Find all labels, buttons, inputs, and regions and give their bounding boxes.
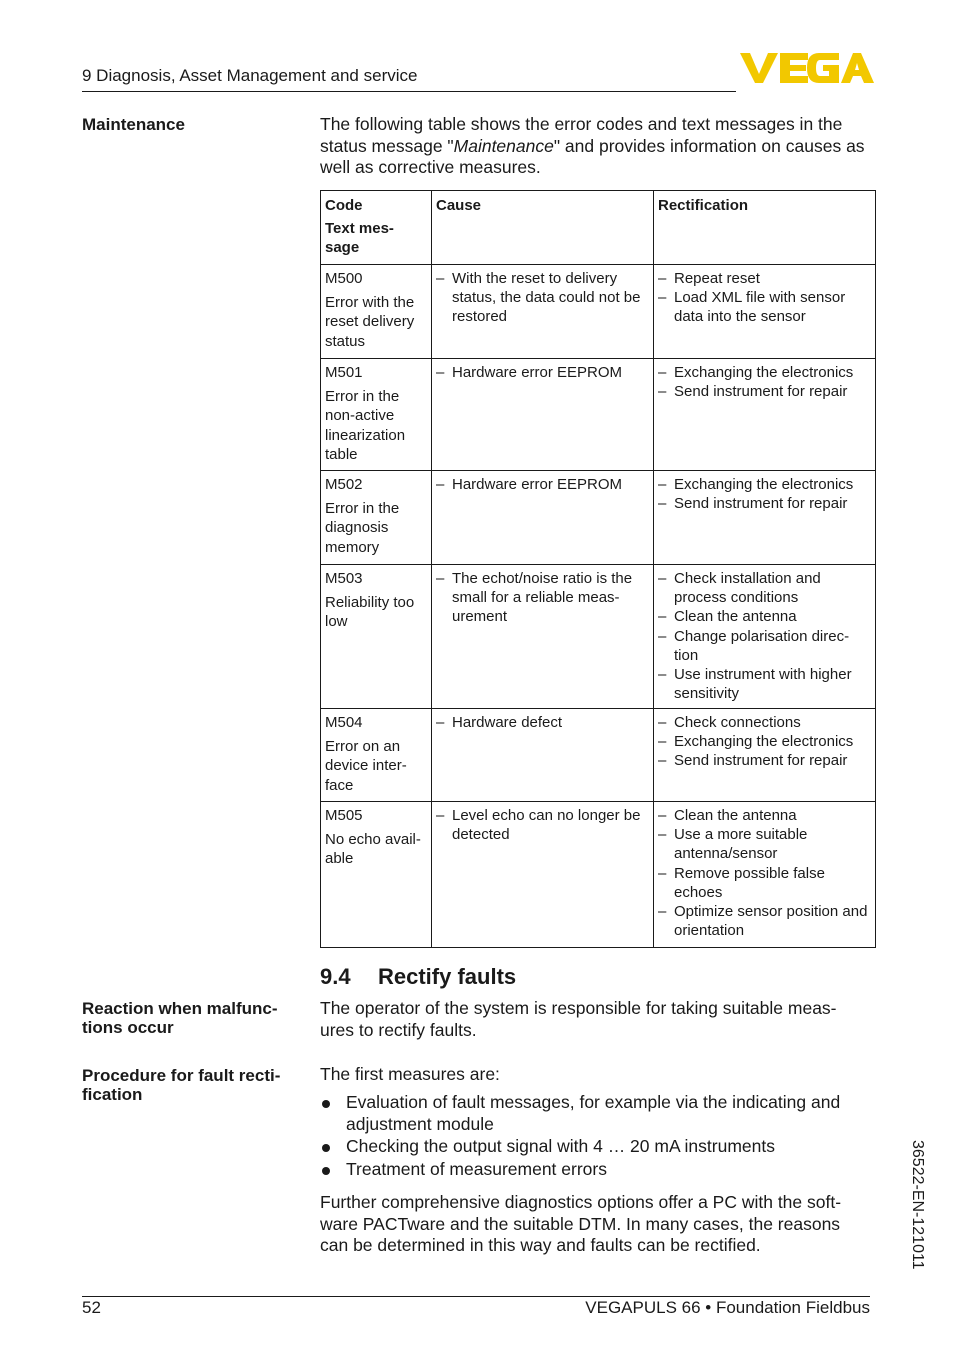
table-row — [321, 265, 876, 359]
error-code: M502 — [325, 476, 363, 493]
rectification-item: – Remove possible false echoes — [658, 864, 871, 902]
reaction-label: Reaction when malfunc-tions occur — [82, 999, 278, 1037]
cause-item: – Hardware defect — [436, 713, 649, 732]
rectification-item: – Optimize sensor position and orientation — [658, 902, 871, 940]
header-rectification: Rectification — [654, 191, 876, 265]
rectification-cell — [654, 709, 876, 802]
error-code: M500 — [325, 270, 363, 287]
page-number: 52 — [82, 1298, 101, 1317]
list-item: Checking the output signal with 4 … 20 mA instruments — [320, 1136, 865, 1158]
cause-cell — [432, 565, 654, 709]
rectification-cell — [654, 265, 876, 359]
table-row — [321, 802, 876, 948]
section-heading: 9.4 Rectify faults — [320, 964, 517, 989]
rectification-item: – Repeat reset — [658, 269, 871, 288]
rectification-item: – Load XML file with sensor data into the sensor — [658, 288, 871, 326]
rectification-cell — [654, 471, 876, 565]
error-text: Error on an device inter-face — [325, 738, 407, 794]
header-rule — [82, 91, 736, 92]
procedure-further: Further comprehensive diagnostics options offer a PC with the soft-ware PACTware and the suitable DTM. In many cases, the reasons can be determined in this way and faults can be rectified. — [320, 1192, 842, 1255]
maintenance-label: Maintenance — [82, 115, 185, 134]
cause-item: – The echot/noise ratio is the small for a reliable meas-urement — [436, 569, 649, 627]
code-cell — [321, 802, 432, 948]
rectification-cell — [654, 802, 876, 948]
cause-cell — [432, 709, 654, 802]
cause-item: – Hardware error EEPROM — [436, 475, 649, 494]
header-text-message: Text mes- sage — [325, 220, 394, 257]
header-code: Code Text mes- sage — [321, 191, 432, 265]
rectification-cell — [654, 359, 876, 471]
cause-cell — [432, 471, 654, 565]
vega-logo — [740, 50, 874, 86]
procedure-bullets — [320, 1092, 865, 1181]
rectification-item: – Send instrument for repair — [658, 494, 871, 513]
rectification-item: – Clean the antenna — [658, 607, 871, 626]
cause-cell — [432, 265, 654, 359]
table-row — [321, 359, 876, 471]
list-item: Evaluation of fault messages, for example via the indicating and adjustment module — [320, 1092, 865, 1135]
table-row — [321, 709, 876, 802]
maintenance-intro-italic: Maintenance — [453, 135, 554, 156]
error-text: Reliability too low — [325, 594, 415, 631]
rectification-cell — [654, 565, 876, 709]
chapter-header: 9 Diagnosis, Asset Management and service — [82, 66, 418, 85]
table-row — [321, 471, 876, 565]
maintenance-intro: The following table shows the error codes and text messages in the status message "Maintenance" and provides information on causes as well as corrective measures. — [320, 114, 865, 177]
footer-rule — [82, 1296, 870, 1297]
code-cell — [321, 565, 432, 709]
rectification-item: – Use instrument with higher sensitivity — [658, 665, 871, 703]
document-id: 36522-EN-121011 — [909, 1140, 926, 1270]
rectification-item: – Exchanging the electronics — [658, 732, 871, 751]
rectification-item: – Clean the antenna — [658, 806, 871, 825]
error-code: M501 — [325, 364, 363, 381]
procedure-label: Procedure for fault recti-fication — [82, 1066, 281, 1104]
error-code: M503 — [325, 570, 363, 587]
error-table — [320, 190, 876, 948]
error-text: No echo avail-able — [325, 831, 421, 868]
reaction-text: The operator of the system is responsible for taking suitable meas-ures to rectify faults. — [320, 998, 837, 1040]
rectification-item: – Check connections — [658, 713, 871, 732]
table-header-row — [321, 191, 876, 265]
code-cell — [321, 709, 432, 802]
table-row — [321, 565, 876, 709]
cause-cell — [432, 802, 654, 948]
rectification-item: – Use a more suitable antenna/sensor — [658, 825, 871, 863]
error-text: Error in the non-active linearization table — [325, 388, 406, 463]
error-code: M505 — [325, 807, 363, 824]
cause-item: – Level echo can no longer be detected — [436, 806, 649, 844]
list-item: Treatment of measurement errors — [320, 1159, 865, 1181]
error-text: Error with the reset delivery status — [325, 294, 415, 350]
cause-item: – Hardware error EEPROM — [436, 363, 649, 382]
cause-cell — [432, 359, 654, 471]
rectification-item: – Send instrument for repair — [658, 751, 871, 770]
error-code: M504 — [325, 714, 363, 731]
code-cell — [321, 471, 432, 565]
rectification-item: – Exchanging the electronics — [658, 363, 871, 382]
code-cell — [321, 359, 432, 471]
cause-item: – With the reset to delivery status, the data could not be restored — [436, 269, 649, 327]
rectification-item: – Exchanging the electronics — [658, 475, 871, 494]
footer-title: VEGAPULS 66 • Foundation Fieldbus — [585, 1298, 870, 1317]
rectification-item: – Change polarisation direc-tion — [658, 627, 871, 665]
rectification-item: – Send instrument for repair — [658, 382, 871, 401]
rectification-item: – Check installation and process conditions — [658, 569, 871, 607]
procedure-first: The first measures are: — [320, 1064, 500, 1084]
header-cause: Cause — [432, 191, 654, 265]
code-cell — [321, 265, 432, 359]
error-text: Error in the diagnosis memory — [325, 500, 400, 556]
